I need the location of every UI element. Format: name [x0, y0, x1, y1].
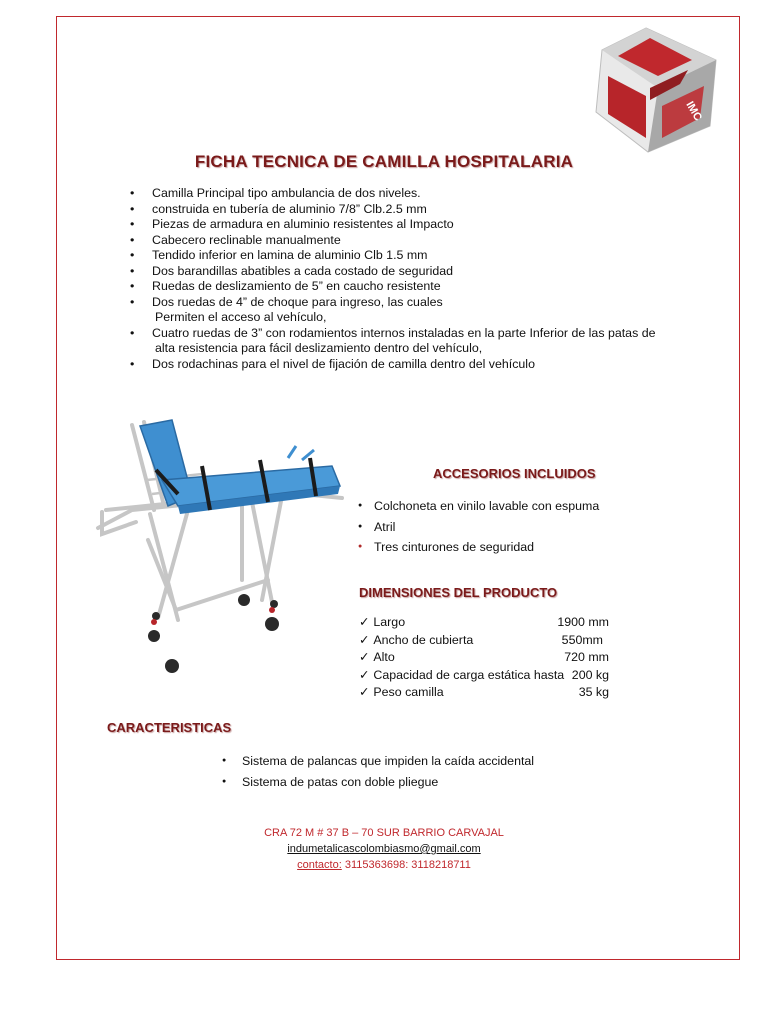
dimension-value: 200 kg — [571, 667, 609, 682]
feature-list — [130, 186, 690, 372]
accessory-item: ● Atril — [358, 517, 599, 538]
dimensions-list — [359, 614, 609, 702]
feature-continuation-text: Permiten el acceso al vehículo, — [155, 310, 327, 324]
dimension-label: ✓ Ancho de cubierta — [359, 632, 473, 650]
feature-item: • Dos rodachinas para el nivel de fijación de camilla dentro del vehículo — [130, 357, 690, 373]
characteristics-list — [222, 751, 534, 792]
dimension-label: ✓ Capacidad de carga estática hasta — [359, 667, 564, 685]
dimension-value: 35 kg — [578, 685, 609, 700]
feature-item: • Cuatro ruedas de 3” con rodamientos internos instaladas en la parte Inferior de las patas de — [130, 326, 690, 342]
dimension-row — [359, 649, 609, 667]
imc-logo — [588, 26, 718, 154]
dimension-row — [359, 614, 609, 632]
stretcher-image — [92, 410, 352, 680]
dimension-label: ✓ Peso camilla — [359, 684, 444, 702]
footer-contact-numbers: 3115363698: 3118218711 — [341, 859, 471, 871]
page-title: FICHA TECNICA DE CAMILLA HOSPITALARIA — [194, 152, 574, 171]
characteristic-item: ● Sistema de palancas que impiden la caída accidental — [222, 751, 534, 772]
logo-text: IMC — [683, 99, 704, 123]
feature-item-continuation — [130, 310, 690, 326]
footer-contact-label: contacto: — [297, 859, 342, 871]
feature-item: • Cabecero reclinable manualmente — [130, 233, 690, 249]
feature-item: • Camilla Principal tipo ambulancia de dos niveles. — [130, 186, 690, 202]
feature-item-continuation — [130, 341, 690, 357]
characteristics-heading: CARACTERISTICAS — [107, 720, 232, 735]
accessory-item: ● Colchoneta en vinilo lavable con espuma — [358, 496, 599, 517]
feature-item: • Tendido inferior en lamina de aluminio Clb 1.5 mm — [130, 248, 690, 264]
contact-footer — [0, 825, 768, 873]
accessories-heading: ACCESORIOS INCLUIDOS — [433, 466, 596, 481]
feature-item: • Dos barandillas abatibles a cada costado de seguridad — [130, 264, 690, 280]
dimension-label: ✓ Largo — [359, 614, 405, 632]
feature-item: • Dos ruedas de 4” de choque para ingreso, las cuales — [130, 295, 690, 311]
feature-item: • construida en tubería de aluminio 7/8” Clb.2.5 mm — [130, 202, 690, 218]
footer-email-link[interactable]: indumetalicascolombiasmo@gmail.com — [287, 843, 481, 855]
dimension-row — [359, 632, 609, 650]
dimension-value: 1900 mm — [557, 615, 609, 629]
dimension-row — [359, 667, 609, 685]
dimension-row — [359, 684, 609, 702]
footer-contact — [0, 857, 768, 873]
dimension-label: ✓ Alto — [359, 649, 395, 667]
dimension-value: 550mm — [561, 632, 603, 647]
dimensions-heading: DIMENSIONES DEL PRODUCTO — [359, 585, 558, 600]
feature-item: • Piezas de armadura en aluminio resistentes al Impacto — [130, 217, 690, 233]
accessory-item: ● Tres cinturones de seguridad — [358, 537, 599, 558]
feature-item: • Ruedas de deslizamiento de 5” en caucho resistente — [130, 279, 690, 295]
footer-address: CRA 72 M # 37 B – 70 SUR BARRIO CARVAJAL — [264, 827, 504, 839]
accessories-list — [358, 496, 599, 558]
characteristic-item: ● Sistema de patas con doble pliegue — [222, 772, 534, 793]
feature-continuation-text: alta resistencia para fácil deslizamiento dentro del vehículo, — [155, 341, 483, 355]
dimension-value: 720 mm — [564, 650, 609, 665]
